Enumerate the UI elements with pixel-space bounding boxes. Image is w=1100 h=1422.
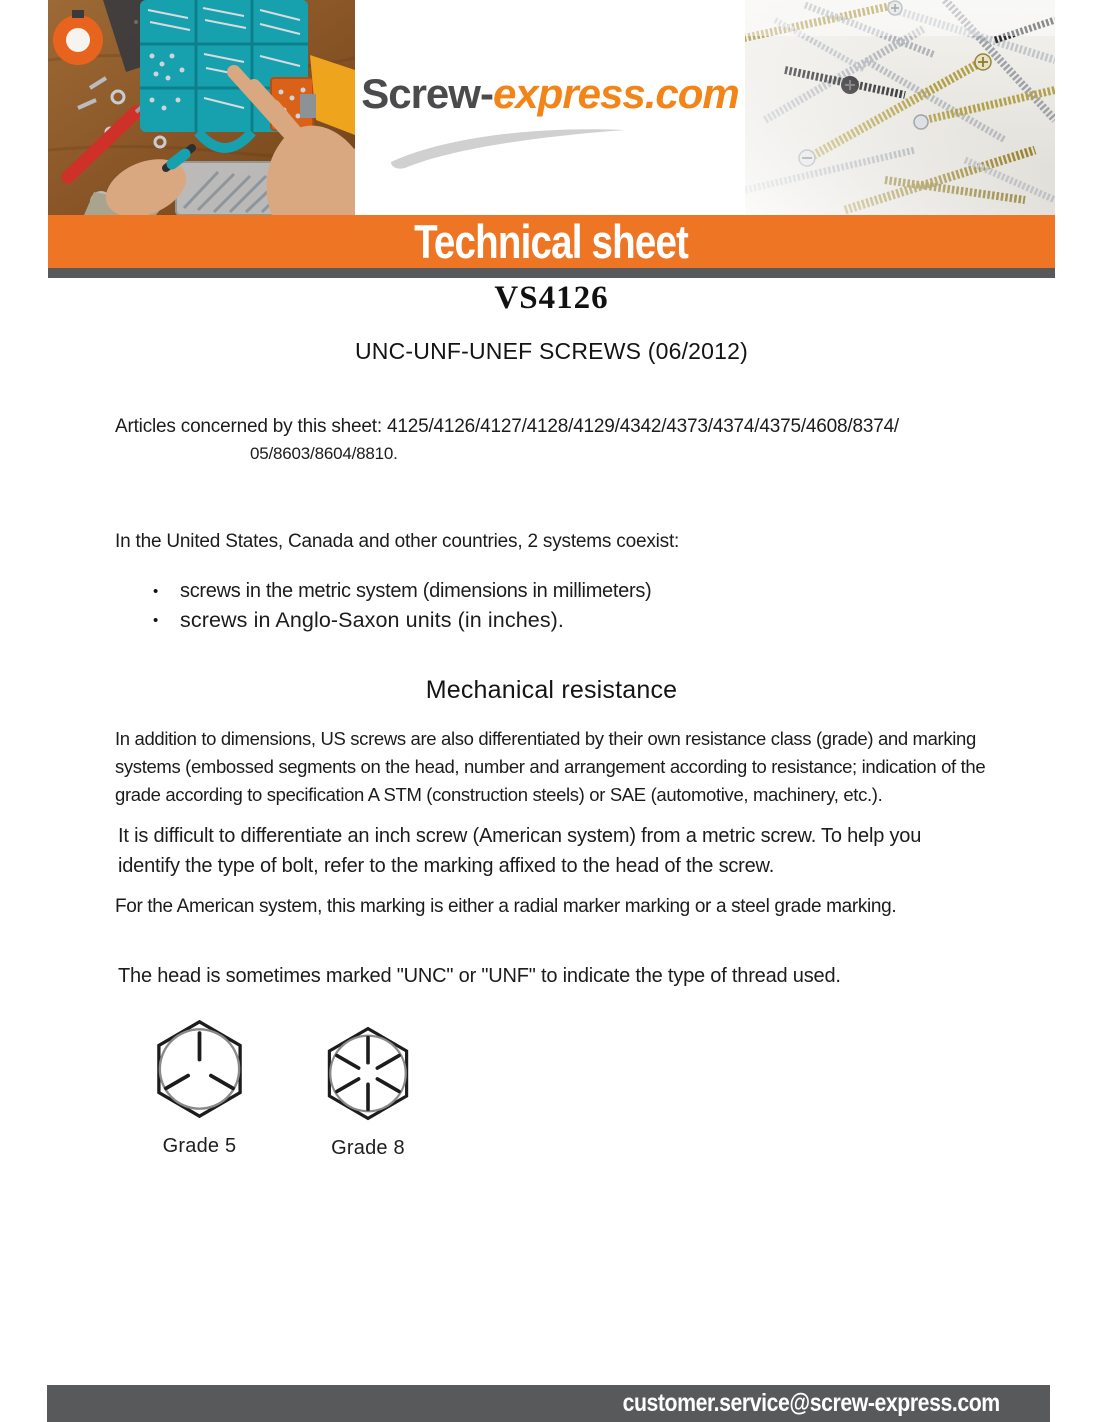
- document-body: [48, 278, 1055, 1160]
- articles-line1: Articles concerned by this sheet: 4125/4126/4127/4128/4129/4342/4373/4374/4375/4608/8374/: [115, 416, 900, 437]
- bullet-text: screws in Anglo-Saxon units (in inches).: [180, 608, 565, 632]
- header: [48, 0, 1055, 215]
- footer-bar: [47, 1385, 1050, 1422]
- logo-text-screw: Screw-: [361, 70, 493, 117]
- paragraph-marking-types: For the American system, this marking is either a radial marker marking or a steel grade marking.: [115, 896, 897, 917]
- grade5-hex-head-icon: [152, 1018, 247, 1120]
- logo-area: [355, 0, 745, 215]
- intro-paragraph: In the United States, Canada and other countries, 2 systems coexist:: [115, 531, 680, 552]
- bullet-text: screws in the metric system (dimensions in millimeters): [180, 580, 652, 602]
- banner-title: Technical sheet: [414, 215, 689, 268]
- grade8-hex-head-icon: [323, 1025, 413, 1122]
- footer-email: customer.service@screw-express.com: [622, 1389, 1000, 1417]
- grade8-label: Grade 8: [331, 1137, 405, 1159]
- logo-swoosh-icon: [383, 122, 633, 170]
- systems-bullet-list: [48, 577, 1055, 635]
- articles-paragraph: [115, 413, 1055, 467]
- section-heading: Mechanical resistance: [425, 676, 678, 704]
- paragraph-differentiate: It is difficult to differentiate an inch screw (American system) from a metric screw. To help you identify the type of bolt, refer to the marking affixed to the head of the screw.: [118, 825, 922, 877]
- logo-text-express: express.com: [492, 70, 739, 117]
- document-code: VS4126: [494, 280, 609, 316]
- paragraph-head-marked: The head is sometimes marked "UNC" or "UNF" to indicate the type of thread used.: [118, 965, 841, 987]
- banner-divider-bar: [48, 268, 1055, 278]
- document-title: UNC-UNF-UNEF SCREWS (06/2012): [354, 338, 748, 364]
- grade8-figure: [323, 1025, 413, 1160]
- logo: [355, 70, 745, 118]
- technical-sheet-banner: [48, 215, 1055, 268]
- workbench-photo: [48, 0, 355, 215]
- paragraph-resistance-classes: In addition to dimensions, US screws are also differentiated by their own resistance class (grade) and marking systems (embossed segments on the head, number and arrangement according to resistance; indication of the grade according to specification A STM (construction steels) or SAE (automotive, machinery, etc.).: [115, 728, 986, 805]
- bullet-dot-icon: •: [153, 612, 159, 629]
- grade-figures: [152, 1018, 1055, 1160]
- workbench-photo-illustration: [48, 0, 355, 215]
- bullet-dot-icon: •: [153, 583, 158, 600]
- articles-line2: 05/8603/8604/8810.: [250, 444, 398, 463]
- screws-photo: [745, 0, 1055, 215]
- grade5-figure: [152, 1018, 247, 1158]
- bullet-item-metric: [153, 577, 1055, 606]
- screws-photo-illustration: [745, 0, 1055, 215]
- bullet-item-anglo-saxon: [153, 606, 1055, 635]
- grade5-label: Grade 5: [162, 1135, 237, 1157]
